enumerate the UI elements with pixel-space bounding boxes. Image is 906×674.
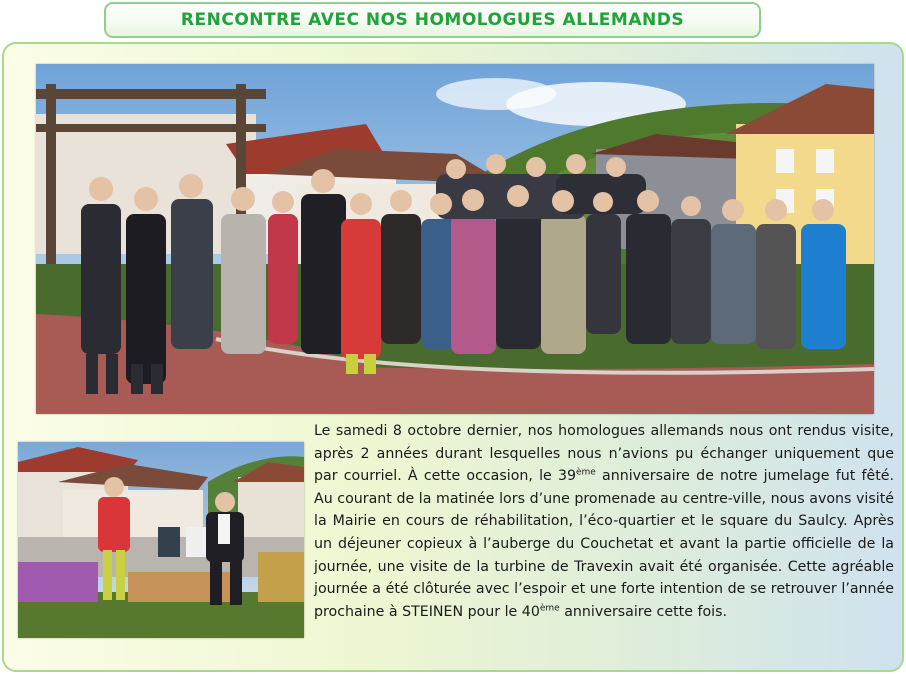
group-photo-illustration [36, 64, 874, 414]
title-banner [104, 2, 761, 38]
article-text [314, 420, 894, 623]
couple-photo [18, 442, 304, 638]
article-paragraph: Le samedi 8 octobre dernier, nos homologues allemands nous ont rendus visite, après 2 années durant lesquelles nous n’avions pu échanger uniquement que par courriel. À cette occasion, le 39ème anniversaire de notre jumelage fut fêté. Au courant de la matinée lors d’une promenade au centre-ville, nous avons visité la Mairie en cours de réhabilitation, l’éco-quartier et le square du Saulcy. Après un déjeuner copieux à l’auberge du Couchetat et avant la partie officielle de la journée, une visite de la turbine de Travexin avait été organisée. Cette agréable journée a été clôturée avec l’espoir et une forte intention de se retrouver l’année prochaine à STEINEN pour le 40ème anniversaire cette fois. [314, 423, 894, 620]
couple-photo-illustration [18, 442, 304, 638]
article-panel [2, 42, 904, 672]
group-photo [36, 64, 874, 414]
page-title: RENCONTRE AVEC NOS HOMOLOGUES ALLEMANDS [180, 10, 685, 30]
